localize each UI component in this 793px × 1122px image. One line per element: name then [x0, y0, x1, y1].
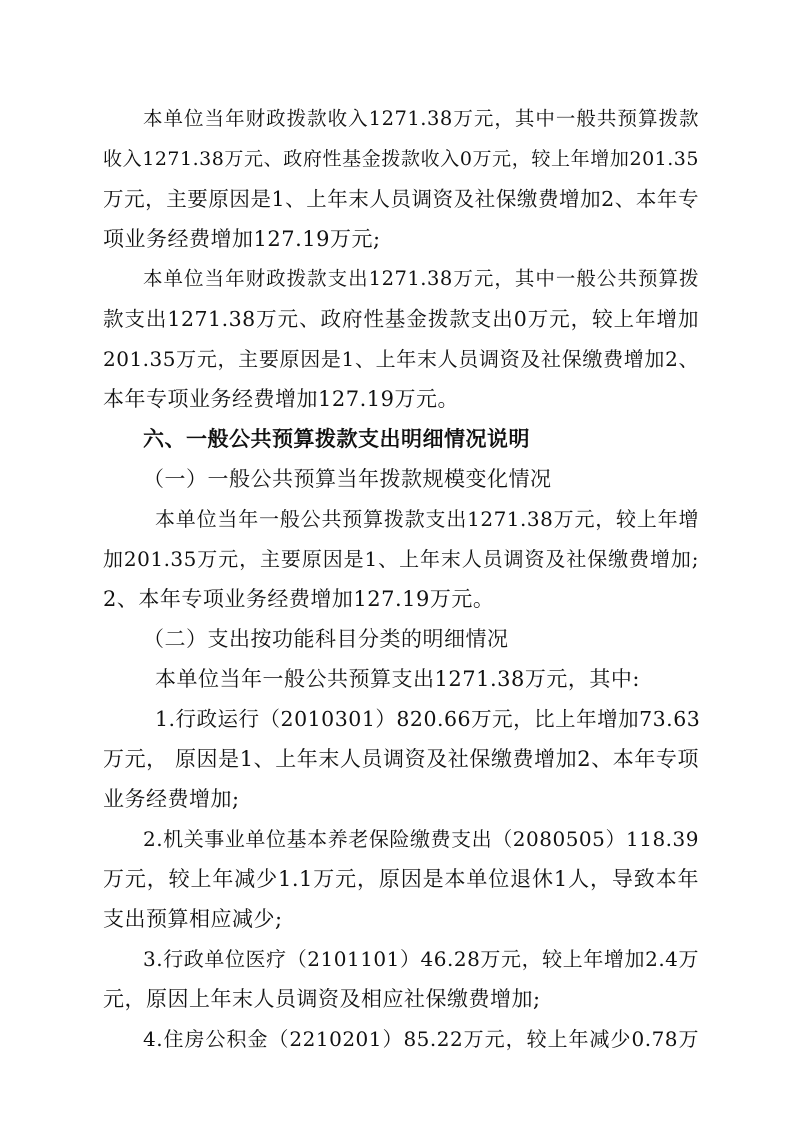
list-item-line: 2.机关事业单位基本养老保险缴费支出（2080505）118.39 — [143, 827, 699, 851]
section-heading: 六、一般公共预算拨款支出明细情况说明 — [143, 427, 530, 451]
list-item-line: 支出预算相应减少; — [103, 907, 283, 931]
subsection-heading: （二）支出按功能科目分类的明细情况 — [143, 627, 509, 651]
paragraph-line: 万元，主要原因是1、上年末人员调资及社保缴费增加2、本年专 — [103, 187, 699, 211]
paragraph-line: 2、本年专项业务经费增加127.19万元。 — [103, 587, 495, 611]
paragraph-line: 项业务经费增加127.19万元; — [103, 227, 381, 251]
paragraph-line: 加201.35万元，主要原因是1、上年末人员调资及社保缴费增加; — [103, 547, 699, 571]
paragraph-line: 本单位当年一般公共预算支出1271.38万元，其中: — [155, 667, 640, 691]
list-item-line: 1.行政运行（2010301）820.66万元，比上年增加73.63 — [155, 707, 701, 731]
list-item-line: 元，原因上年末人员调资及相应社保缴费增加; — [103, 987, 541, 1011]
paragraph-line: 收入1271.38万元、政府性基金拨款收入0万元，较上年增加201.35 — [103, 148, 699, 170]
list-item-line: 4.住房公积金（2210201）85.22万元，较上年减少0.78万 — [143, 1027, 699, 1051]
paragraph-line: 本单位当年财政拨款收入1271.38万元，其中一般共预算拨款 — [143, 107, 699, 130]
list-item-line: 业务经费增加; — [103, 787, 240, 811]
paragraph-line: 201.35万元，主要原因是1、上年末人员调资及社保缴费增加2、 — [103, 347, 699, 371]
paragraph-line: 本年专项业务经费增加127.19万元。 — [103, 387, 459, 411]
list-item-line: 万元，较上年减少1.1万元，原因是本单位退休1人，导致本年 — [103, 867, 699, 891]
list-item-line: 3.行政单位医疗（2101101）46.28万元，较上年增加2.4万 — [143, 947, 699, 971]
list-item-line: 万元， 原因是1、上年末人员调资及社保缴费增加2、本年专项 — [103, 747, 699, 771]
paragraph-line: 款支出1271.38万元、政府性基金拨款支出0万元，较上年增加 — [103, 307, 699, 331]
paragraph-line: 本单位当年一般公共预算拨款支出1271.38万元，较上年增 — [155, 507, 699, 531]
subsection-heading: （一）一般公共预算当年拨款规模变化情况 — [143, 467, 552, 491]
paragraph-line: 本单位当年财政拨款支出1271.38万元，其中一般公共预算拨 — [143, 267, 699, 290]
